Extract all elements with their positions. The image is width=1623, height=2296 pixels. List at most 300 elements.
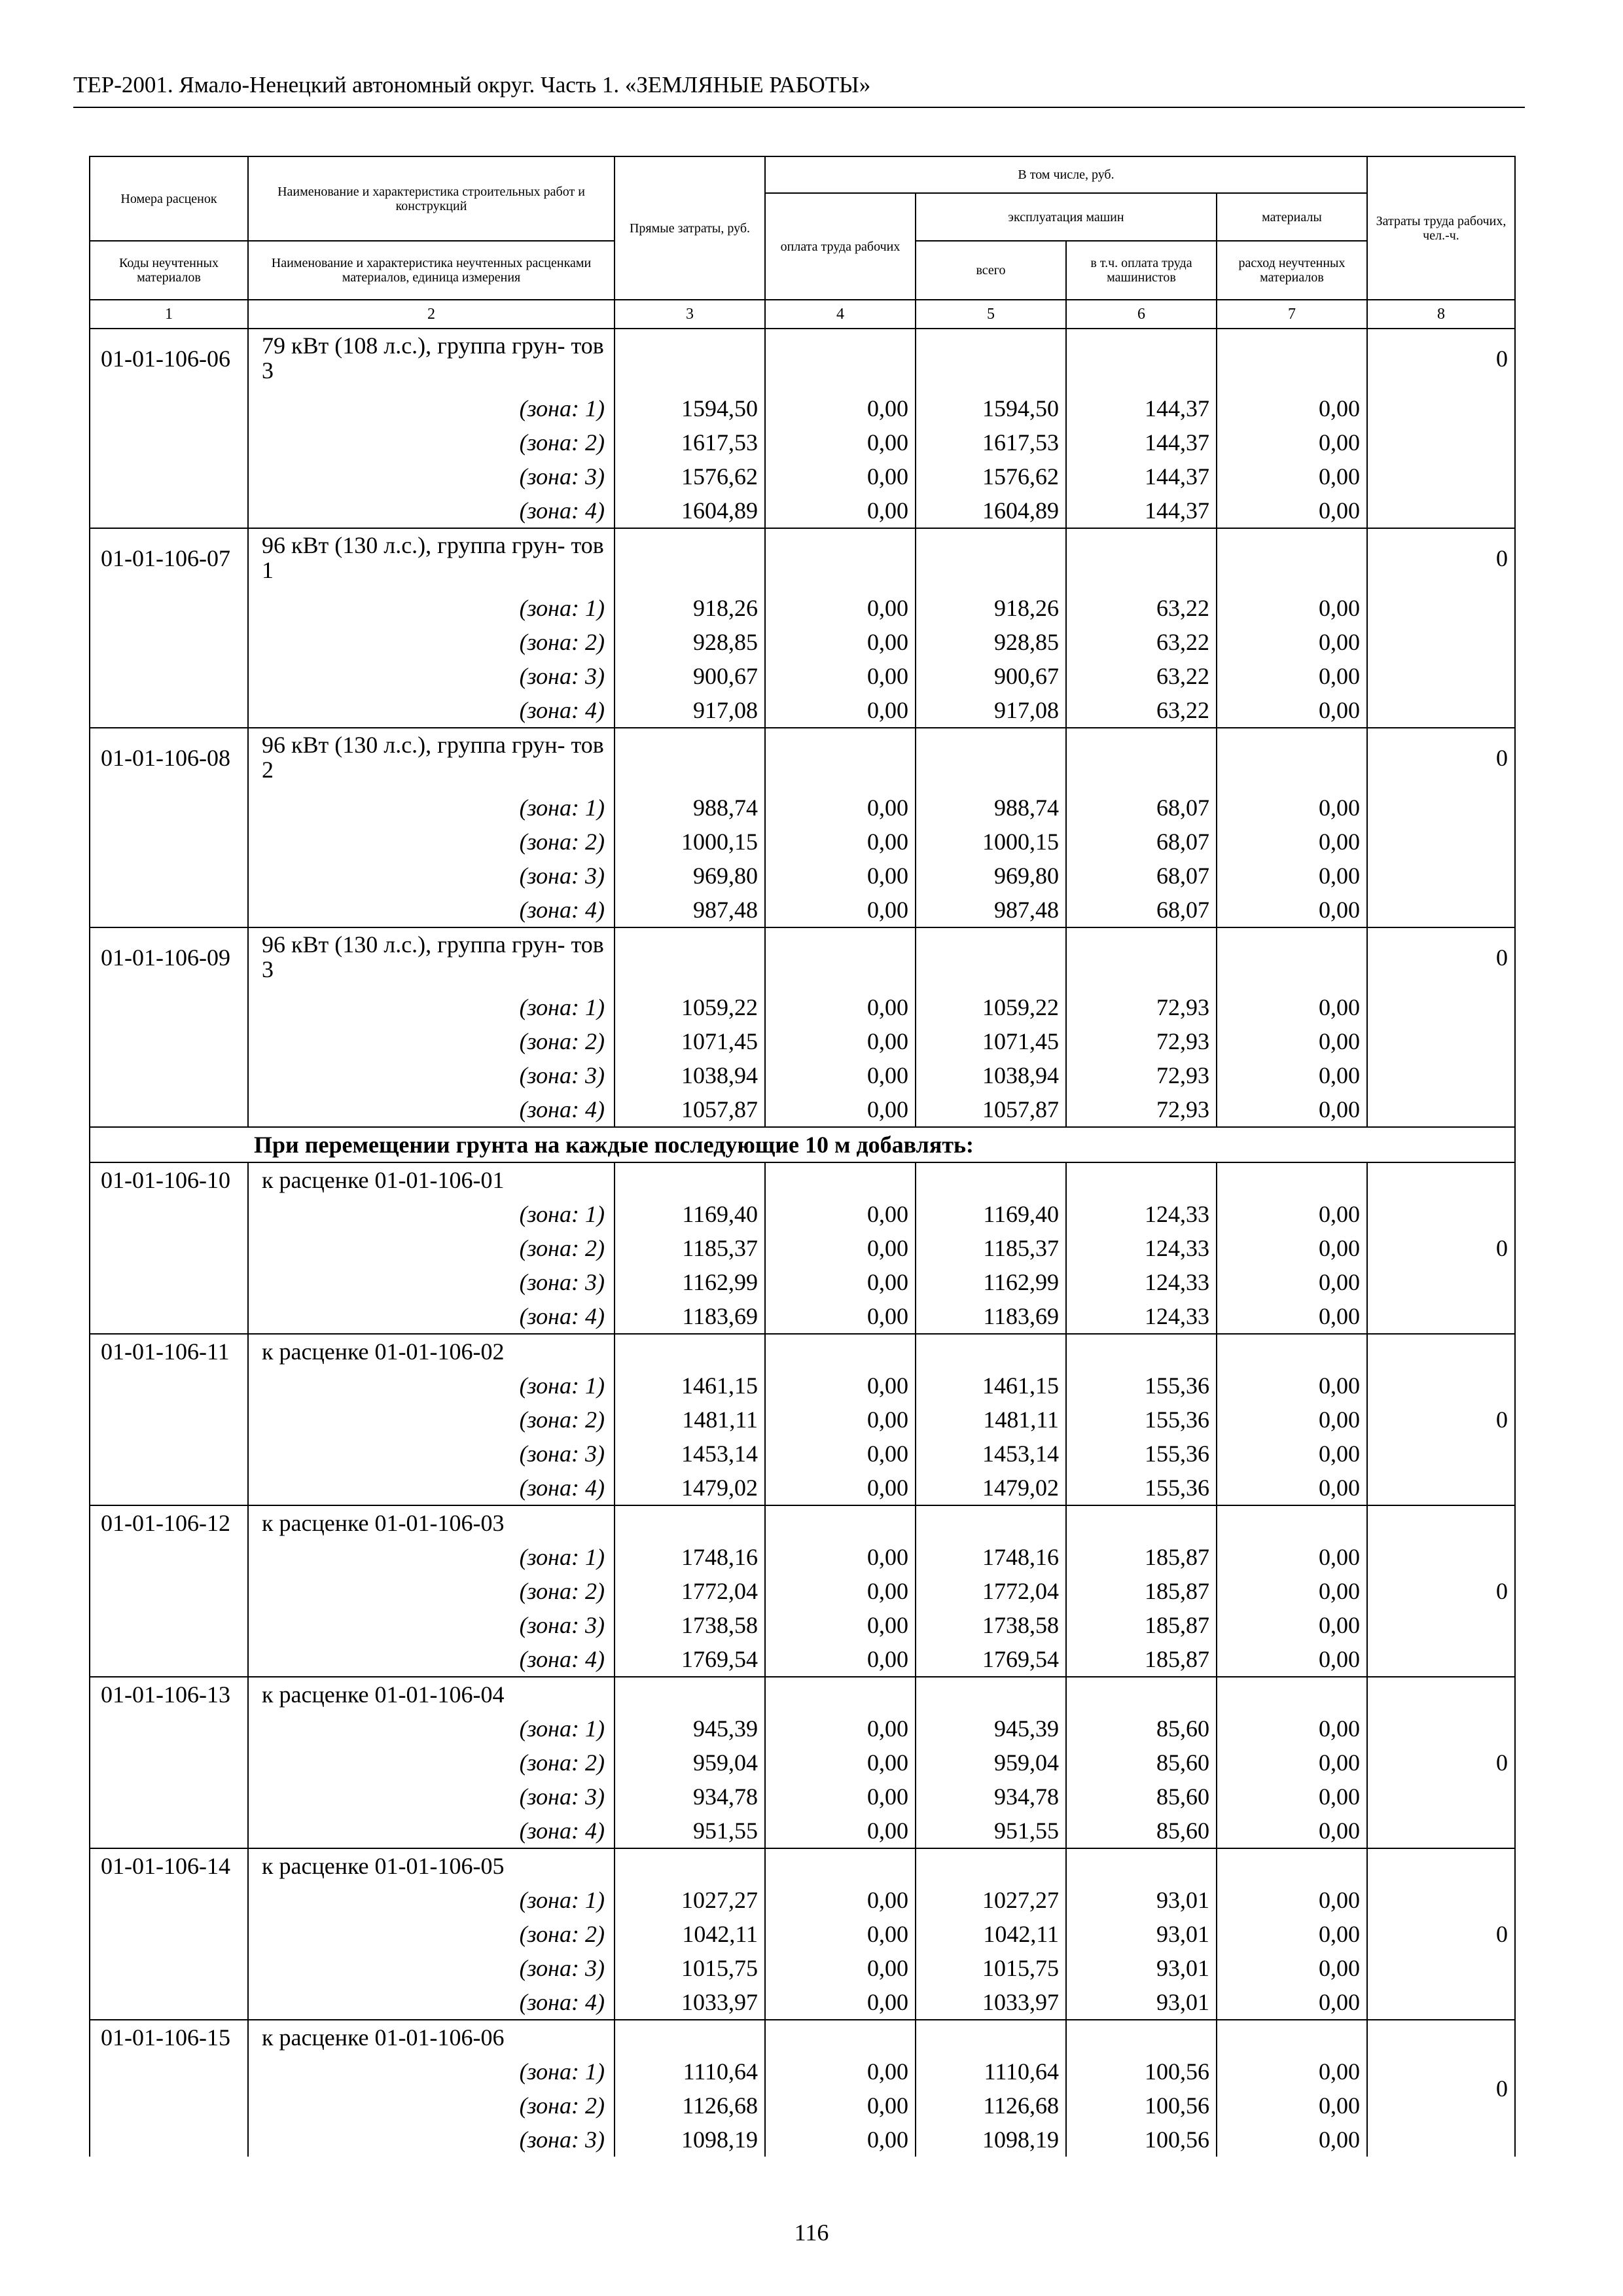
machines-total-value: 1038,94 (916, 1058, 1066, 1092)
worker-pay-value: 0,00 (765, 591, 916, 625)
materials-value: 0,00 (1217, 1574, 1367, 1608)
rate-code: 01-01-106-09 (90, 927, 248, 1127)
worker-pay-value: 0,00 (765, 1092, 916, 1127)
rate-group-header (90, 329, 1515, 391)
empty-cell (615, 1677, 765, 1712)
materials-value: 0,00 (1217, 391, 1367, 425)
direct-costs-value: 1057,87 (615, 1092, 765, 1127)
empty-cell (615, 2020, 765, 2054)
empty-cell (765, 528, 916, 591)
zone-label: (зона: 1) (248, 1712, 615, 1746)
empty-cell (916, 728, 1066, 791)
empty-cell (1066, 528, 1217, 591)
rate-code: 01-01-106-07 (90, 528, 248, 728)
machinist-pay-value: 93,01 (1066, 1883, 1217, 1917)
direct-costs-value: 945,39 (615, 1712, 765, 1746)
machinist-pay-value: 63,22 (1066, 625, 1217, 659)
zone-label: (зона: 4) (248, 493, 615, 528)
rate-title: к расценке 01-01-106-02 (248, 1334, 615, 1369)
header-machinist-pay: в т.ч. оплата труда машинистов (1066, 241, 1217, 300)
direct-costs-value: 1110,64 (615, 2054, 765, 2089)
materials-value: 0,00 (1217, 825, 1367, 859)
rate-title: 79 кВт (108 л.с.), группа грун- тов 3 (248, 329, 615, 391)
table-row (90, 1540, 1515, 1574)
worker-pay-value: 0,00 (765, 459, 916, 493)
machinist-pay-value: 93,01 (1066, 1917, 1217, 1951)
zone-label: (зона: 3) (248, 859, 615, 893)
empty-cell (765, 2020, 916, 2054)
rate-group-header (90, 528, 1515, 591)
direct-costs-value: 1126,68 (615, 2089, 765, 2123)
zone-label: (зона: 2) (248, 625, 615, 659)
machines-total-value: 1042,11 (916, 1917, 1066, 1951)
column-number: 5 (916, 300, 1066, 329)
column-number: 2 (248, 300, 615, 329)
rate-code: 01-01-106-12 (90, 1505, 248, 1677)
worker-pay-value: 0,00 (765, 1197, 916, 1231)
column-number: 6 (1066, 300, 1217, 329)
column-number: 7 (1217, 300, 1367, 329)
table-row (90, 1951, 1515, 1985)
rate-title: 96 кВт (130 л.с.), группа грун- тов 3 (248, 927, 615, 990)
empty-cell (765, 728, 916, 791)
machinist-pay-value: 155,36 (1066, 1471, 1217, 1505)
rate-title: к расценке 01-01-106-01 (248, 1162, 615, 1197)
worker-pay-value: 0,00 (765, 1369, 916, 1403)
column-number: 8 (1367, 300, 1515, 329)
worker-pay-value: 0,00 (765, 493, 916, 528)
column-number: 3 (615, 300, 765, 329)
machinist-pay-value: 100,56 (1066, 2123, 1217, 2157)
empty-cell (1217, 1848, 1367, 1883)
machines-total-value: 1027,27 (916, 1883, 1066, 1917)
table-row (90, 1058, 1515, 1092)
empty-cell (916, 1334, 1066, 1369)
table-row (90, 1024, 1515, 1058)
materials-value: 0,00 (1217, 493, 1367, 528)
materials-value: 0,00 (1217, 1712, 1367, 1746)
worker-pay-value: 0,00 (765, 1985, 916, 2020)
worker-pay-value: 0,00 (765, 1712, 916, 1746)
materials-value: 0,00 (1217, 2089, 1367, 2123)
machinist-pay-value: 85,60 (1066, 1712, 1217, 1746)
machines-total-value: 1772,04 (916, 1574, 1066, 1608)
direct-costs-value: 1481,11 (615, 1403, 765, 1437)
machinist-pay-value: 185,87 (1066, 1540, 1217, 1574)
table-row (90, 2054, 1515, 2089)
table-row (90, 1712, 1515, 1746)
zone-label: (зона: 2) (248, 1403, 615, 1437)
materials-value: 0,00 (1217, 1951, 1367, 1985)
machinist-pay-value: 85,60 (1066, 1746, 1217, 1780)
worker-pay-value: 0,00 (765, 791, 916, 825)
materials-value: 0,00 (1217, 859, 1367, 893)
header-worker-pay: оплата труда рабочих (765, 193, 916, 300)
machinist-pay-value: 85,60 (1066, 1780, 1217, 1814)
worker-pay-value: 0,00 (765, 1299, 916, 1334)
zone-label: (зона: 3) (248, 1437, 615, 1471)
table-row (90, 1746, 1515, 1780)
header-machines-total: всего (916, 241, 1066, 300)
zone-label: (зона: 1) (248, 2054, 615, 2089)
materials-value: 0,00 (1217, 693, 1367, 728)
worker-pay-value: 0,00 (765, 1540, 916, 1574)
empty-cell (765, 1162, 916, 1197)
materials-value: 0,00 (1217, 1403, 1367, 1437)
machines-total-value: 1617,53 (916, 425, 1066, 459)
machinist-pay-value: 63,22 (1066, 659, 1217, 693)
rate-group-header (90, 728, 1515, 791)
table-row (90, 1814, 1515, 1848)
table-row (90, 791, 1515, 825)
header-including: В том числе, руб. (765, 156, 1367, 193)
direct-costs-value: 1738,58 (615, 1608, 765, 1642)
empty-cell (1217, 1677, 1367, 1712)
worker-pay-value: 0,00 (765, 1024, 916, 1058)
machinist-pay-value: 185,87 (1066, 1608, 1217, 1642)
labor-value: 0 (1367, 1848, 1515, 2020)
rate-group-header (90, 1848, 1515, 1883)
direct-costs-value: 1033,97 (615, 1985, 765, 2020)
machinist-pay-value: 68,07 (1066, 893, 1217, 927)
empty-cell (916, 927, 1066, 990)
empty-cell (615, 927, 765, 990)
section-row (90, 1127, 1515, 1162)
worker-pay-value: 0,00 (765, 391, 916, 425)
labor-value: 0 (1367, 1505, 1515, 1677)
rate-group-header (90, 927, 1515, 990)
materials-value: 0,00 (1217, 791, 1367, 825)
materials-value: 0,00 (1217, 2054, 1367, 2089)
machines-total-value: 987,48 (916, 893, 1066, 927)
direct-costs-value: 934,78 (615, 1780, 765, 1814)
worker-pay-value: 0,00 (765, 2089, 916, 2123)
worker-pay-value: 0,00 (765, 1403, 916, 1437)
empty-cell (615, 728, 765, 791)
rate-code: 01-01-106-11 (90, 1334, 248, 1505)
materials-value: 0,00 (1217, 425, 1367, 459)
machines-total-value: 959,04 (916, 1746, 1066, 1780)
machines-total-value: 1015,75 (916, 1951, 1066, 1985)
machines-total-value: 1110,64 (916, 2054, 1066, 2089)
worker-pay-value: 0,00 (765, 659, 916, 693)
table-row (90, 1917, 1515, 1951)
zone-label: (зона: 2) (248, 1746, 615, 1780)
rate-code: 01-01-106-15 (90, 2020, 248, 2157)
direct-costs-value: 1185,37 (615, 1231, 765, 1265)
materials-value: 0,00 (1217, 1231, 1367, 1265)
zone-label: (зона: 4) (248, 1092, 615, 1127)
machinist-pay-value: 144,37 (1066, 391, 1217, 425)
empty-cell (1217, 2020, 1367, 2054)
table-row (90, 1231, 1515, 1265)
machines-total-value: 1738,58 (916, 1608, 1066, 1642)
machinist-pay-value: 93,01 (1066, 1985, 1217, 2020)
rate-code: 01-01-106-10 (90, 1162, 248, 1334)
empty-cell (1217, 1505, 1367, 1540)
zone-label: (зона: 3) (248, 1780, 615, 1814)
zone-label: (зона: 1) (248, 791, 615, 825)
machinist-pay-value: 185,87 (1066, 1574, 1217, 1608)
empty-cell (1066, 927, 1217, 990)
worker-pay-value: 0,00 (765, 1951, 916, 1985)
rate-title: к расценке 01-01-106-06 (248, 2020, 615, 2054)
table-row (90, 1471, 1515, 1505)
machinist-pay-value: 144,37 (1066, 459, 1217, 493)
machinist-pay-value: 63,22 (1066, 591, 1217, 625)
table-row (90, 493, 1515, 528)
worker-pay-value: 0,00 (765, 1746, 916, 1780)
machinist-pay-value: 155,36 (1066, 1437, 1217, 1471)
machines-total-value: 918,26 (916, 591, 1066, 625)
materials-value: 0,00 (1217, 1437, 1367, 1471)
column-number: 4 (765, 300, 916, 329)
empty-cell (916, 1677, 1066, 1712)
labor-value: 0 (1367, 528, 1515, 728)
machinist-pay-value: 85,60 (1066, 1814, 1217, 1848)
table-row (90, 659, 1515, 693)
zone-label: (зона: 1) (248, 1369, 615, 1403)
zone-label: (зона: 1) (248, 1883, 615, 1917)
empty-cell (916, 329, 1066, 391)
zone-label: (зона: 1) (248, 990, 615, 1024)
direct-costs-value: 969,80 (615, 859, 765, 893)
materials-value: 0,00 (1217, 1471, 1367, 1505)
page-number: 116 (794, 2219, 829, 2246)
table-row (90, 391, 1515, 425)
worker-pay-value: 0,00 (765, 990, 916, 1024)
rate-title: 96 кВт (130 л.с.), группа грун- тов 2 (248, 728, 615, 791)
empty-cell (916, 528, 1066, 591)
worker-pay-value: 0,00 (765, 2054, 916, 2089)
zone-label: (зона: 2) (248, 1231, 615, 1265)
zone-label: (зона: 2) (248, 1917, 615, 1951)
table-row (90, 1883, 1515, 1917)
materials-value: 0,00 (1217, 2123, 1367, 2157)
table-row (90, 859, 1515, 893)
direct-costs-value: 1479,02 (615, 1471, 765, 1505)
table-row (90, 693, 1515, 728)
machines-total-value: 1185,37 (916, 1231, 1066, 1265)
direct-costs-value: 987,48 (615, 893, 765, 927)
direct-costs-value: 1772,04 (615, 1574, 765, 1608)
table-row (90, 2123, 1515, 2157)
empty-cell (1217, 1162, 1367, 1197)
machines-total-value: 988,74 (916, 791, 1066, 825)
machinist-pay-value: 68,07 (1066, 825, 1217, 859)
direct-costs-value: 1169,40 (615, 1197, 765, 1231)
header-material-consumption: расход неучтенных материалов (1217, 241, 1367, 300)
labor-value: 0 (1367, 1334, 1515, 1505)
direct-costs-value: 988,74 (615, 791, 765, 825)
materials-value: 0,00 (1217, 1608, 1367, 1642)
materials-value: 0,00 (1217, 1780, 1367, 1814)
zone-label: (зона: 2) (248, 2089, 615, 2123)
direct-costs-value: 951,55 (615, 1814, 765, 1848)
empty-cell (1217, 927, 1367, 990)
machines-total-value: 1453,14 (916, 1437, 1066, 1471)
empty-cell (1217, 329, 1367, 391)
empty-cell (765, 329, 916, 391)
materials-value: 0,00 (1217, 1024, 1367, 1058)
direct-costs-value: 900,67 (615, 659, 765, 693)
zone-label: (зона: 2) (248, 1024, 615, 1058)
zone-label: (зона: 4) (248, 1471, 615, 1505)
materials-value: 0,00 (1217, 1917, 1367, 1951)
direct-costs-value: 1594,50 (615, 391, 765, 425)
labor-value: 0 (1367, 1162, 1515, 1334)
machines-total-value: 1071,45 (916, 1024, 1066, 1058)
header-material-codes: Коды неучтенных материалов (90, 241, 248, 300)
empty-cell (1066, 1162, 1217, 1197)
rate-title: к расценке 01-01-106-03 (248, 1505, 615, 1540)
zone-label: (зона: 3) (248, 2123, 615, 2157)
empty-cell (1066, 2020, 1217, 2054)
empty-cell (615, 329, 765, 391)
machinist-pay-value: 155,36 (1066, 1403, 1217, 1437)
machines-total-value: 1183,69 (916, 1299, 1066, 1334)
zone-label: (зона: 1) (248, 391, 615, 425)
rate-group-header (90, 2020, 1515, 2054)
header-work-name: Наименование и характеристика строительных работ и конструкций (248, 156, 615, 241)
header-labor-costs: Затраты труда рабочих, чел.-ч. (1367, 156, 1515, 300)
machinist-pay-value: 72,93 (1066, 990, 1217, 1024)
direct-costs-value: 1461,15 (615, 1369, 765, 1403)
empty-cell (916, 2020, 1066, 2054)
table-row (90, 625, 1515, 659)
empty-cell (1217, 728, 1367, 791)
materials-value: 0,00 (1217, 1265, 1367, 1299)
zone-label: (зона: 4) (248, 893, 615, 927)
materials-value: 0,00 (1217, 1985, 1367, 2020)
table-row (90, 1437, 1515, 1471)
empty-cell (615, 1162, 765, 1197)
direct-costs-value: 1769,54 (615, 1642, 765, 1677)
header-rate-numbers: Номера расценок (90, 156, 248, 241)
table-row (90, 825, 1515, 859)
worker-pay-value: 0,00 (765, 1780, 916, 1814)
direct-costs-value: 1617,53 (615, 425, 765, 459)
table-row (90, 1642, 1515, 1677)
machinist-pay-value: 155,36 (1066, 1369, 1217, 1403)
materials-value: 0,00 (1217, 1299, 1367, 1334)
labor-value: 0 (1367, 927, 1515, 1127)
empty-cell (765, 927, 916, 990)
machinist-pay-value: 124,33 (1066, 1231, 1217, 1265)
zone-label: (зона: 4) (248, 1985, 615, 2020)
materials-value: 0,00 (1217, 1814, 1367, 1848)
worker-pay-value: 0,00 (765, 1642, 916, 1677)
materials-value: 0,00 (1217, 990, 1367, 1024)
rate-group-header (90, 1334, 1515, 1369)
rates-body (90, 329, 1515, 2157)
worker-pay-value: 0,00 (765, 1437, 916, 1471)
worker-pay-value: 0,00 (765, 1231, 916, 1265)
machinist-pay-value: 72,93 (1066, 1024, 1217, 1058)
machines-total-value: 1169,40 (916, 1197, 1066, 1231)
machines-total-value: 1126,68 (916, 2089, 1066, 2123)
zone-label: (зона: 1) (248, 1197, 615, 1231)
zone-label: (зона: 3) (248, 459, 615, 493)
labor-value: 0 (1367, 329, 1515, 528)
rate-title: к расценке 01-01-106-04 (248, 1677, 615, 1712)
worker-pay-value: 0,00 (765, 859, 916, 893)
direct-costs-value: 1027,27 (615, 1883, 765, 1917)
machines-total-value: 1576,62 (916, 459, 1066, 493)
machinist-pay-value: 100,56 (1066, 2089, 1217, 2123)
materials-value: 0,00 (1217, 1642, 1367, 1677)
worker-pay-value: 0,00 (765, 1608, 916, 1642)
worker-pay-value: 0,00 (765, 693, 916, 728)
direct-costs-value: 1015,75 (615, 1951, 765, 1985)
machines-total-value: 917,08 (916, 693, 1066, 728)
empty-cell (1066, 728, 1217, 791)
machines-total-value: 934,78 (916, 1780, 1066, 1814)
rate-code: 01-01-106-13 (90, 1677, 248, 1848)
zone-label: (зона: 2) (248, 825, 615, 859)
table-row (90, 425, 1515, 459)
table-row (90, 459, 1515, 493)
materials-value: 0,00 (1217, 893, 1367, 927)
table-row (90, 1197, 1515, 1231)
direct-costs-value: 1576,62 (615, 459, 765, 493)
machinist-pay-value: 124,33 (1066, 1299, 1217, 1334)
zone-label: (зона: 4) (248, 1814, 615, 1848)
header-machine-operation: эксплуатация машин (916, 193, 1217, 241)
worker-pay-value: 0,00 (765, 1814, 916, 1848)
table-row (90, 1369, 1515, 1403)
rate-code: 01-01-106-14 (90, 1848, 248, 2020)
materials-value: 0,00 (1217, 1197, 1367, 1231)
machinist-pay-value: 144,37 (1066, 493, 1217, 528)
direct-costs-value: 1038,94 (615, 1058, 765, 1092)
table-row (90, 1608, 1515, 1642)
machines-total-value: 1033,97 (916, 1985, 1066, 2020)
empty-cell (765, 1334, 916, 1369)
table-row (90, 591, 1515, 625)
machines-total-value: 928,85 (916, 625, 1066, 659)
machines-total-value: 1769,54 (916, 1642, 1066, 1677)
machines-total-value: 1461,15 (916, 1369, 1066, 1403)
rate-group-header (90, 1162, 1515, 1197)
header-rule (73, 107, 1525, 108)
materials-value: 0,00 (1217, 591, 1367, 625)
machinist-pay-value: 72,93 (1066, 1092, 1217, 1127)
worker-pay-value: 0,00 (765, 1265, 916, 1299)
materials-value: 0,00 (1217, 459, 1367, 493)
direct-costs-value: 1453,14 (615, 1437, 765, 1471)
materials-value: 0,00 (1217, 1369, 1367, 1403)
direct-costs-value: 1000,15 (615, 825, 765, 859)
zone-label: (зона: 4) (248, 1642, 615, 1677)
header-direct-costs: Прямые затраты, руб. (615, 156, 765, 300)
machines-total-value: 945,39 (916, 1712, 1066, 1746)
zone-label: (зона: 3) (248, 1058, 615, 1092)
direct-costs-value: 1748,16 (615, 1540, 765, 1574)
rate-title: 96 кВт (130 л.с.), группа грун- тов 1 (248, 528, 615, 591)
direct-costs-value: 1098,19 (615, 2123, 765, 2157)
table-row (90, 1985, 1515, 2020)
zone-label: (зона: 4) (248, 693, 615, 728)
direct-costs-value: 918,26 (615, 591, 765, 625)
empty-cell (765, 1848, 916, 1883)
worker-pay-value: 0,00 (765, 1058, 916, 1092)
empty-cell (1066, 329, 1217, 391)
materials-value: 0,00 (1217, 625, 1367, 659)
direct-costs-value: 1162,99 (615, 1265, 765, 1299)
machinist-pay-value: 72,93 (1066, 1058, 1217, 1092)
machinist-pay-value: 144,37 (1066, 425, 1217, 459)
